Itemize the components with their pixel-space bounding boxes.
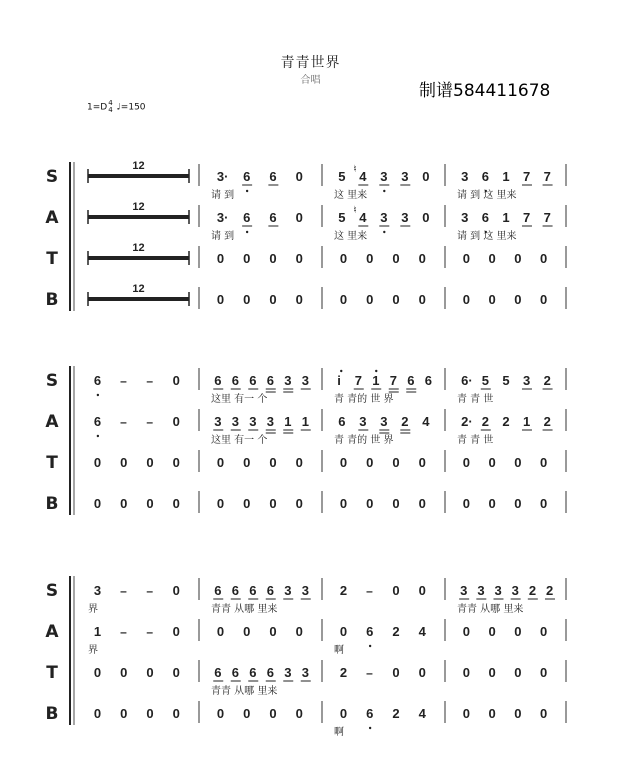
note: 0 (539, 624, 548, 639)
note: 0 (366, 496, 374, 511)
score-title: 青青世界 (280, 55, 341, 71)
note: 0 (514, 665, 522, 680)
note: 6 (249, 583, 257, 598)
voice-label: S (45, 167, 59, 187)
lyric-line: 这里 有一 个 (211, 435, 268, 446)
note: 3 (380, 414, 388, 429)
note: – (366, 584, 373, 598)
note: 0 (339, 455, 348, 470)
note: 0 (295, 251, 303, 266)
note: 0 (295, 455, 303, 470)
octave-dot-above (375, 370, 377, 372)
note: 6 (214, 665, 222, 680)
lyric-line: 青 青 世 (457, 435, 494, 446)
octave-dot-below (369, 645, 371, 647)
note: 3 (359, 414, 367, 429)
note: 0 (422, 169, 430, 184)
voice-label: A (45, 412, 59, 432)
note: 0 (462, 292, 470, 307)
note: 3 (380, 169, 388, 184)
note: 2 (502, 414, 510, 429)
note: 6 (214, 373, 222, 388)
key-signature: 1=D (87, 102, 108, 113)
lyric-line: 青 青的 世 界 (334, 394, 394, 405)
note: 0 (216, 706, 225, 721)
note: 0 (93, 665, 102, 680)
note: 1 (372, 373, 380, 388)
note: 3 (461, 210, 469, 225)
note: – (146, 625, 154, 639)
note: 0 (462, 706, 470, 721)
note: 0 (172, 706, 180, 721)
note: 3 (380, 210, 388, 225)
note: 0 (243, 496, 251, 511)
octave-dot-below (383, 190, 385, 192)
note: 0 (488, 665, 496, 680)
note: 0 (514, 292, 522, 307)
octave-dot-below (383, 231, 385, 233)
note: 0 (269, 706, 277, 721)
note: 0 (539, 496, 548, 511)
note: 5 (502, 373, 510, 388)
lyric-line: 界 (88, 645, 98, 656)
lyric-line: 这 里来 (334, 190, 368, 201)
note: 0 (488, 624, 496, 639)
note: 0 (392, 455, 400, 470)
note: 3 (460, 583, 468, 598)
note: 0 (269, 251, 277, 266)
note: 0 (392, 251, 400, 266)
note: 1 (93, 624, 102, 639)
note: 0 (488, 251, 496, 266)
note: 0 (514, 455, 522, 470)
note: 0 (422, 210, 430, 225)
note: 3 (284, 583, 292, 598)
note: 0 (93, 706, 102, 721)
note: 0 (146, 455, 154, 470)
note: 0 (462, 665, 470, 680)
note: – (366, 666, 373, 680)
lyric-line: 青青 从哪 里来 (211, 686, 278, 697)
note: 4 (422, 414, 430, 429)
note: 0 (392, 496, 400, 511)
time-sig-top: 4 (108, 99, 113, 107)
score-subtitle: 合唱 (300, 75, 321, 86)
note: 0 (269, 455, 277, 470)
voice-label: A (45, 622, 59, 642)
note: 3 (477, 583, 485, 598)
note: 0 (418, 455, 426, 470)
voice-label: T (46, 453, 58, 473)
note: 6 (481, 169, 490, 184)
voice-label: B (45, 704, 59, 724)
note: 0 (243, 292, 251, 307)
note: 1 (502, 169, 510, 184)
note: 0 (418, 251, 426, 266)
note: 6 (424, 373, 432, 388)
note: 3· (216, 210, 229, 225)
note: 0 (269, 624, 277, 639)
note: 3 (284, 665, 292, 680)
octave-dot-below (246, 231, 248, 233)
lyric-line: 青 青的 世 界 (334, 435, 394, 446)
note: 0 (172, 624, 180, 639)
note: 5 (481, 373, 490, 388)
note: 2 (545, 583, 554, 598)
note: 0 (392, 665, 400, 680)
lyric-line: 青青 从哪 里来 (457, 604, 524, 615)
note: 0 (172, 373, 180, 388)
note: 1 (502, 210, 510, 225)
note: 0 (172, 583, 180, 598)
note: 6 (93, 373, 102, 388)
note: 6 (266, 665, 274, 680)
note: 0 (243, 624, 251, 639)
note: 3 (301, 373, 309, 388)
note: 2 (339, 583, 348, 598)
octave-dot-below (97, 394, 99, 396)
note: 6 (249, 665, 257, 680)
note: – (120, 374, 127, 388)
note: 0 (295, 496, 303, 511)
note: 6 (269, 169, 277, 184)
note: 0 (243, 706, 251, 721)
note: 0 (146, 496, 154, 511)
note: 0 (539, 706, 548, 721)
lyric-line: 青青 从哪 里来 (211, 604, 278, 615)
note: 2 (401, 414, 409, 429)
note: 0 (366, 292, 374, 307)
note: 6 (366, 706, 374, 721)
note: 6 (269, 210, 277, 225)
multi-rest-count: 12 (132, 201, 145, 213)
note: 0 (462, 455, 470, 470)
note: 0 (93, 455, 102, 470)
note: 2 (543, 373, 551, 388)
tempo-value: =150 (120, 102, 146, 113)
note: 0 (539, 292, 548, 307)
voice-label: T (46, 249, 58, 269)
multi-rest-count: 12 (132, 160, 145, 172)
note: 0 (488, 706, 496, 721)
note: 0 (514, 251, 522, 266)
note: 0 (120, 706, 128, 721)
note: 2· (461, 414, 473, 429)
note: 0 (488, 496, 496, 511)
note: 3 (511, 583, 519, 598)
note: – (146, 584, 154, 598)
note: 6 (231, 373, 239, 388)
note: – (120, 625, 127, 639)
note: 0 (418, 292, 426, 307)
note: 3 (93, 583, 102, 598)
note: 0 (146, 706, 154, 721)
note: 0 (514, 706, 522, 721)
note: 4 (359, 169, 367, 184)
note: 2 (481, 414, 490, 429)
note: 0 (339, 251, 348, 266)
quarter-note-icon: ♩ (116, 102, 121, 113)
voice-label: S (45, 581, 59, 601)
note: 0 (295, 706, 303, 721)
note: 0 (488, 292, 496, 307)
note: 0 (539, 665, 548, 680)
note: 7 (522, 210, 531, 225)
note: 6 (231, 665, 239, 680)
note: 0 (172, 496, 180, 511)
note: 2 (339, 665, 348, 680)
note: 0 (93, 496, 102, 511)
note: 3 (301, 665, 309, 680)
note: 6 (231, 583, 239, 598)
note: – (120, 584, 127, 598)
note: 5 (338, 169, 346, 184)
note: 6 (214, 583, 222, 598)
note: 0 (216, 624, 225, 639)
note: 1 (522, 414, 531, 429)
note: 2 (392, 706, 400, 721)
note: 0 (172, 414, 180, 429)
note: 6 (481, 210, 490, 225)
lyric-line: 这 里来 (334, 231, 368, 242)
note: 5 (338, 210, 346, 225)
note: 0 (216, 251, 225, 266)
note: – (120, 415, 127, 429)
note: 0 (418, 583, 426, 598)
voice-label: B (45, 494, 59, 514)
note: 6· (461, 373, 473, 388)
voice-label: T (46, 663, 58, 683)
note: 0 (339, 292, 348, 307)
lyric-line: 青 青 世 (457, 394, 494, 405)
time-sig-bottom: 4 (108, 106, 113, 114)
note: 0 (172, 455, 180, 470)
note: 0 (120, 665, 128, 680)
note: 0 (392, 292, 400, 307)
note: 4 (418, 706, 426, 721)
note: 6 (243, 210, 251, 225)
note: 2 (392, 624, 400, 639)
note: 0 (216, 455, 225, 470)
note: 0 (514, 496, 522, 511)
note: 0 (295, 210, 303, 225)
note: 7 (389, 373, 397, 388)
note: 7 (543, 169, 551, 184)
note: 0 (488, 455, 496, 470)
lyric-line: 啊 (334, 645, 344, 656)
note: 3 (249, 414, 257, 429)
note: 3 (266, 414, 274, 429)
lyric-line: 这里 有一 个 (211, 394, 268, 405)
voice-label: A (45, 208, 59, 228)
note: 0 (216, 496, 225, 511)
note: 0 (392, 583, 400, 598)
note: 3 (214, 414, 222, 429)
accidental: ♮ (353, 205, 357, 216)
note: 0 (295, 169, 303, 184)
note: 6 (93, 414, 102, 429)
note: 3 (522, 373, 531, 388)
lyric-line: 请 到 这 里来 (457, 231, 517, 242)
note: 6 (266, 373, 274, 388)
note: 0 (269, 292, 277, 307)
note: 3 (401, 210, 409, 225)
note: 3 (401, 169, 409, 184)
note: 0 (339, 624, 348, 639)
note: 3 (231, 414, 239, 429)
lyric-line: 请 到 (211, 190, 235, 201)
note: 1 (284, 414, 292, 429)
note: 0 (539, 455, 548, 470)
note: 0 (146, 665, 154, 680)
note: 0 (172, 665, 180, 680)
octave-dot-below (97, 435, 99, 437)
note: 6 (366, 624, 374, 639)
note: 3 (301, 583, 309, 598)
note: 0 (243, 251, 251, 266)
note: 0 (120, 496, 128, 511)
note: 0 (295, 624, 303, 639)
note: 0 (514, 624, 522, 639)
lyric-line: 请 到 这 里来 (457, 190, 517, 201)
accidental: ♮ (353, 164, 357, 175)
note: 6 (243, 169, 251, 184)
note: 3 (284, 373, 292, 388)
note: 0 (366, 251, 374, 266)
lyric-line: 界 (88, 604, 98, 615)
note: 0 (269, 496, 277, 511)
voice-label: S (45, 371, 59, 391)
note: – (146, 374, 154, 388)
note: 0 (462, 624, 470, 639)
lyric-line: 啊 (334, 727, 344, 738)
note: 0 (539, 251, 548, 266)
lyric-line: 请 到 (211, 231, 235, 242)
multi-rest-count: 12 (132, 242, 145, 254)
note: 2 (528, 583, 537, 598)
note: 7 (522, 169, 531, 184)
note: 0 (462, 496, 470, 511)
note: 0 (339, 496, 348, 511)
note: 6 (338, 414, 346, 429)
note: 0 (243, 455, 251, 470)
note: 0 (462, 251, 470, 266)
note: 7 (543, 210, 551, 225)
note: – (146, 415, 154, 429)
arranger-credit: 制谱584411678 (419, 81, 551, 101)
note: 4 (359, 210, 367, 225)
note: 0 (216, 292, 225, 307)
note: 1 (301, 414, 309, 429)
note: 0 (418, 665, 426, 680)
note: i (337, 373, 341, 388)
octave-dot-below (246, 190, 248, 192)
note: 0 (295, 292, 303, 307)
note: 3· (216, 169, 229, 184)
note: 0 (418, 496, 426, 511)
note: 4 (418, 624, 426, 639)
octave-dot-above (340, 370, 342, 372)
multi-rest-count: 12 (132, 283, 145, 295)
note: 6 (249, 373, 257, 388)
voice-label: B (45, 290, 59, 310)
note: 0 (339, 706, 348, 721)
note: 0 (366, 455, 374, 470)
note: 7 (354, 373, 362, 388)
note: 2 (543, 414, 551, 429)
note: 6 (266, 583, 274, 598)
octave-dot-below (369, 727, 371, 729)
note: 3 (494, 583, 502, 598)
note: 0 (120, 455, 128, 470)
note: 3 (461, 169, 469, 184)
note: 6 (407, 373, 415, 388)
